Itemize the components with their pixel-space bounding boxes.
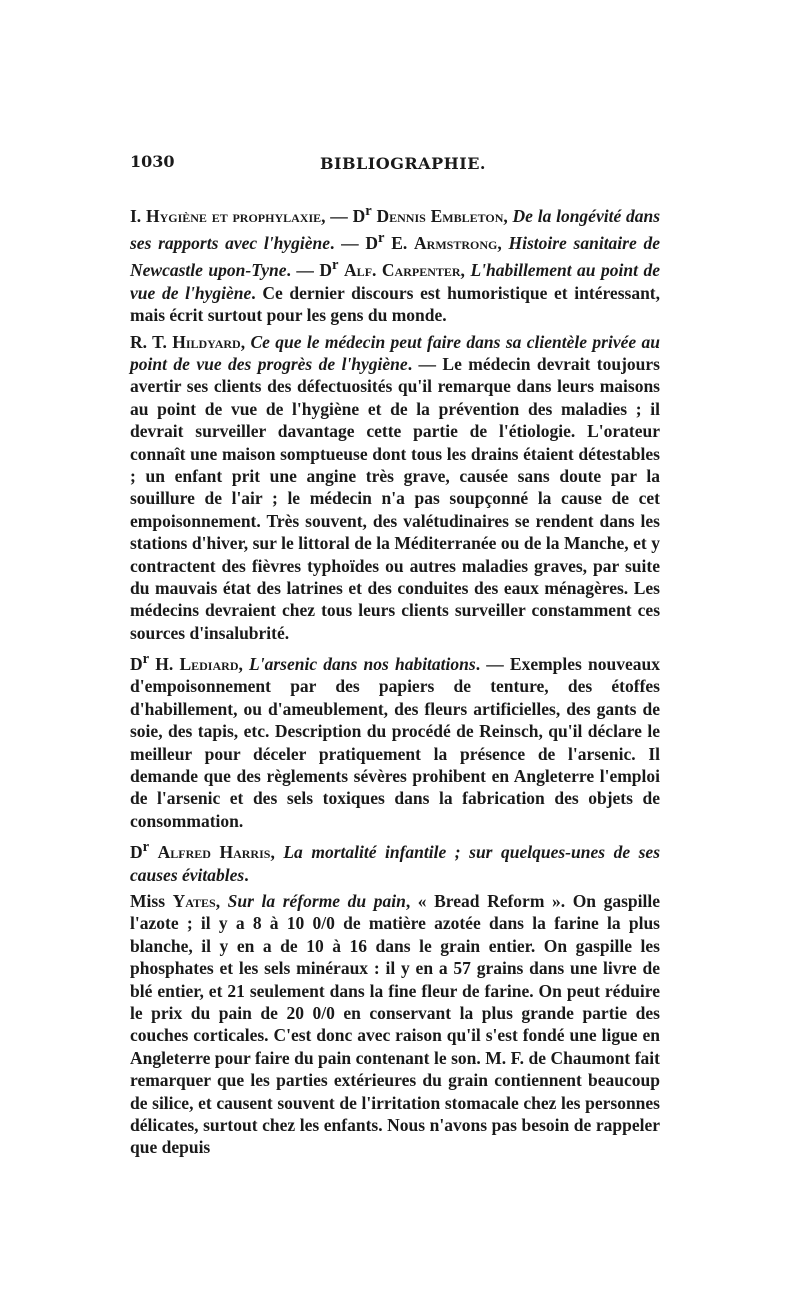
space — [149, 842, 158, 862]
section-number: I. — [130, 205, 146, 226]
entry-body: . — Exemples nouveaux d'empoisonnement par des papiers de tenture, des étoffes d'habillement, ou d'ameublement, des fleurs artificielles, des gants de soie, des tapis, etc. Description du procédé de Reinsch, qu'il déclare le meilleur pour déceler pratiquement la présence de l'arsenic. Il demande que des règlements sévères prohibent en Angleterre l'emploi de l'arsenic et des sels toxiques dans la fabrication des objets de consommation. — [130, 654, 660, 831]
title-abbrev-sup: r — [142, 651, 150, 668]
separator: . — D — [330, 233, 379, 254]
author-name: Alfred Harris — [157, 842, 271, 863]
separator: . — [244, 864, 249, 885]
title-abbrev-sup: r — [142, 839, 150, 856]
bibliography-entry-harris — [130, 836, 660, 886]
work-title: La mortalité infantile ; sur quelques-unes de ses causes évitables — [130, 842, 661, 885]
separator: , — [503, 205, 513, 226]
work-title: L'arsenic dans nos habitations — [249, 654, 476, 675]
work-title: L'habillement au point de vue de l'hygiène — [130, 260, 661, 303]
work-title: De la longévité dans ses rapports avec l'hygiène — [130, 205, 661, 254]
author-name: Lediard — [179, 654, 239, 675]
title-abbrev: r — [378, 230, 385, 247]
separator: , — [497, 233, 509, 254]
separator: . — D — [286, 260, 333, 281]
title-abbrev: r — [365, 203, 372, 219]
work-title: Histoire sanitaire de Newcastle upon-Tyne — [130, 233, 660, 281]
author-name: Alf. Carpenter — [344, 260, 461, 281]
page — [130, 150, 660, 1159]
entry-body: . Ce dernier discours est humoristique et intéressant, mais écrit surtout pour les gens du monde. — [130, 282, 661, 326]
running-title: BIBLIOGRAPHIE. — [320, 154, 486, 173]
author-prefix: Miss — [130, 890, 173, 911]
title-abbrev: r — [332, 257, 339, 274]
separator: , — [238, 654, 250, 675]
separator: , — D — [321, 205, 366, 226]
author-name: Armstrong — [414, 233, 498, 254]
separator: , — [215, 890, 228, 911]
bibliography-entry-yates — [130, 890, 660, 1159]
separator: , — [240, 331, 251, 352]
bibliography-entry-lediard — [130, 648, 660, 832]
author-initial: R. T. — [130, 331, 173, 352]
title-abbrev: D — [130, 842, 143, 863]
work-title: Sur la réforme du pain — [227, 890, 406, 911]
author-name: Yates — [172, 890, 216, 911]
author-name: Hildyard — [172, 331, 241, 352]
separator: , — [270, 842, 284, 863]
entry-body: . — Le médecin devrait toujours avertir ses clients des défectuosités qu'il remarque dans leurs maisons au point de vue de l'hygiène et de la prévention des maladies ; il devrait surveiller davantage cette partie de l'étiologie. L'orateur connaît une maison somptueuse dont tous les drains étaient détestables ; un enfant prit une angine très grave, causée sans doute par la souillure de l'air ; le médecin n'a pas soupçonné la cause de cet empoisonnement. Très souvent, des valétudinaires se rendent dans les stations d'hiver, sur le littoral de la Méditerranée ou de la Manche, et y contractent des fièvres typhoïdes ou autres maladies graves, par suite du mauvais état des latrines et des conduites des eaux ménagères. Les médecins devraient chez tous leurs clients surveiller constamment ces sources d'insalubrité. — [130, 353, 660, 643]
author-name: Dennis Embleton — [376, 205, 504, 226]
work-title: Ce que le médecin peut faire dans sa clientèle privée au point de vue des progrès de l'hygiène — [130, 331, 660, 374]
page-header — [130, 150, 660, 180]
bibliography-entry-hygiene — [130, 200, 660, 327]
page-number: 1030 — [130, 152, 175, 171]
title-abbrev: D — [130, 654, 143, 675]
author-initial: E. — [384, 233, 415, 254]
separator: , — [460, 260, 471, 281]
section-title: Hygiène et prophylaxie — [145, 205, 322, 226]
author-initial: H. — [149, 654, 180, 675]
entry-body: , « Bread Reform ». On gaspille l'azote ; il y a 8 à 10 0/0 de matière azotée dans la farine la plus blanche, il y en a de 10 à 16 dans le grain entier. On gaspille les phosphates et les sels minéraux : il y en a 57 grains dans une livre de blé entier, et 21 seulement dans la fine fleur de farine. On peut réduire le prix du pain de 20 0/0 en conservant la plus grande partie des couches corticales. C'est donc avec raison qu'il s'est fondé une ligue en Angleterre pour faire du pain contenant le son. M. F. de Chaumont fait remarquer que les parties extérieures du grain contiennent beaucoup de silice, et causent souvent de l'irritation stomacale chez les personnes délicates, surtout chez les enfants. Nous n'avons pas besoin de rappeler que depuis — [130, 890, 661, 1158]
bibliography-entry-hildyard — [130, 331, 660, 645]
